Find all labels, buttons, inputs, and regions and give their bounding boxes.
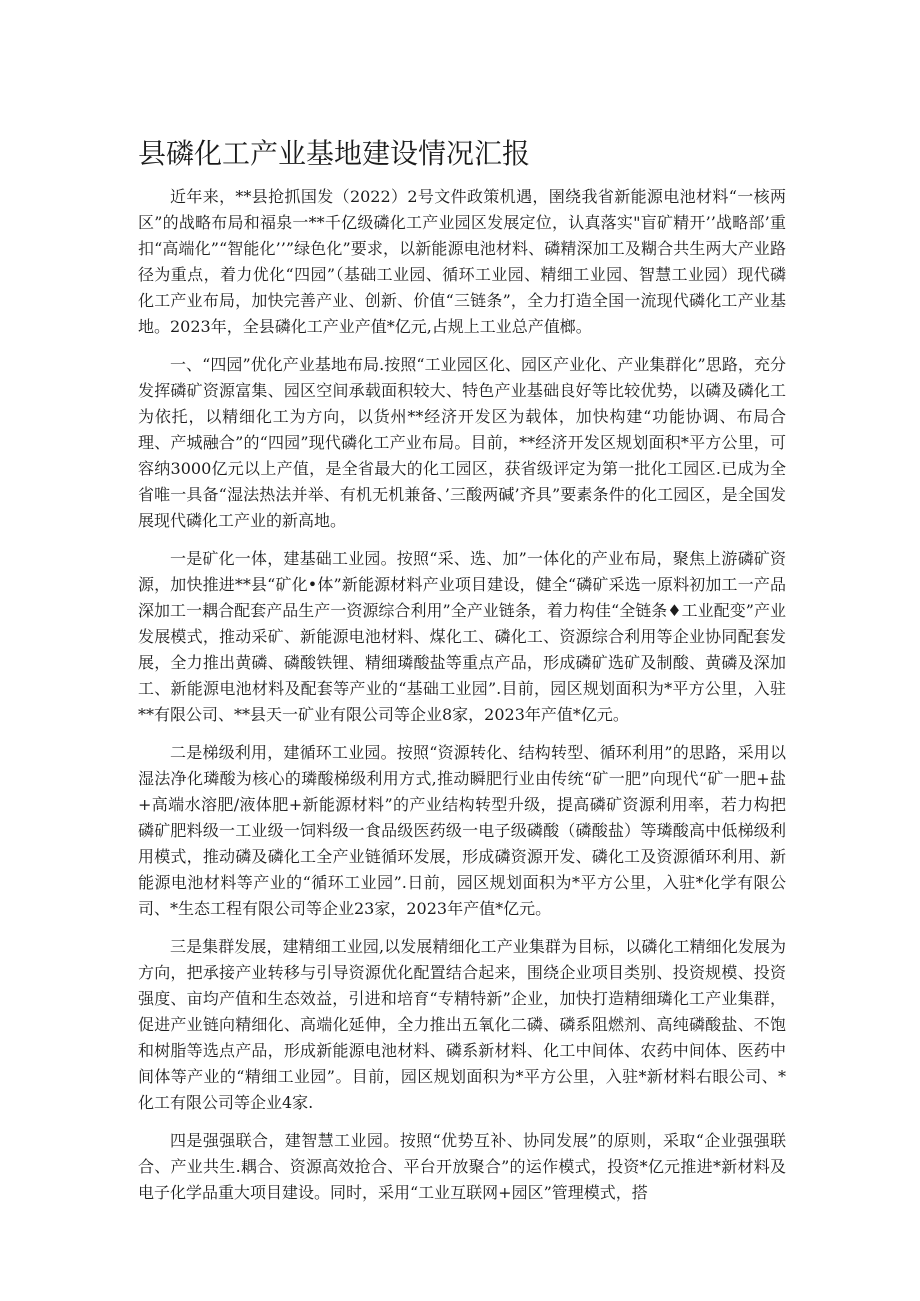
section-four-parks-paragraph: 一、“四园”优化产业基地布局.按照“工业园区化、园区产业化、产业集群化”思路，充分发挥磷矿资源富集、园区空间承载面积较大、特色产业基础良好等比较优势，以磷及磷化工为依托，以精细化工为方向，以货州**经济开发区为载体，加快构建“功能协调、布局合理、产城融合”的“四园”现代磷化工产业布局。目前，**经济开发区规划面积*平方公里，可容纳3000亿元以上产值，是全省最大的化工园区，获省级评定为第一批化工园区.已成为全省唯一具备“湿法热法并举、有机无机兼备、’三酸两碱’齐具”要素条件的化工园区，是全国发展现代磷化工产业的新高地。 [138, 355, 786, 530]
circular-industrial-park-paragraph: 二是梯级利用，建循环工业园。按照“资源转化、结构转型、循环利用”的思路，采用以湿法净化璘酸为核心的璘酸梯级利用方式,推动瞬肥行业由传统“矿一肥”向现代“矿一肥+盐+高端水溶肥/液体肥+新能源材料”的产业结构转型升级，提高磷矿资源利用率，若力构把磷矿肥料级一工业级一饲料级一食品级医药级一电子级磷酸（磷酸盐）等璘酸高中低梯级利用模式，推动磷及磷化工全产业链循环发展，形成磷资源开发、磷化工及资源循环利用、新能源电池材料等产业的“循环工业园”.日前，园区规划面积为*平方公里，入驻*化学有限公司、*生态工程有限公司等企业23家，2023年产值*亿元。 [138, 743, 786, 918]
fine-industrial-park-paragraph: 三是集群发展，建精细工业园,以发展精细化工产业集群为目标，以磷化工精细化发展为方向，把承接产业转移与引导资源优化配置结合起来，围绕企业项目类别、投资规模、投资强度、亩均产值和生态效益，引进和培育“专精特新”企业，加快打造精细璘化工产业集群，促进产业链向精细化、高端化延伸，全力推出五氧化二磷、磷系阻燃剂、高纯磷酸盐、不饱和树脂等选点产品，形成新能源电池材料、磷系新材料、化工中间体、农药中间体、医药中间体等产业的“精细工业园”。目前，园区规划面积为*平方公里，入驻*新材料右眼公司、*化工有限公司等企业4家. [138, 937, 786, 1112]
intro-paragraph: 近年来，**县抢抓国发（2022）2号文件政策机遇，圉绕我省新能源电池材料“一核两区”的战略布局和福泉一**千亿级磷化工产业园区发展定位，认真落实"盲矿精开’’战略部’重扣“高端化”“智能化’’”绿色化”要求，以新能源电池材料、磷精深加工及糊合共生两大产业路径为重点，着力优化“四园”（基础工业园、循环工业园、精细工业园、智慧工业园）现代磷化工产业布局，加快完善产业、创新、价值“三链条”，全力打造全国一流现代磷化工产业基地。2023年，全县磷化工产业产值*亿元,占规上工业总产值榔。 [138, 187, 786, 336]
document-title: 县磷化工产业基地建设情况汇报 [138, 137, 531, 170]
smart-industrial-park-paragraph: 四是强强联合，建智慧工业园。按照“优势互补、协同发展”的原则，采取“企业强强联合、产业共生.耦合、资源高效抢合、平台开放聚合”的运作模式，投资*亿元推进*新材料及电子化学品重大项目建设。同时，采用“工业互联网+园区”管理模式，搭 [138, 1131, 786, 1202]
basic-industrial-park-paragraph: 一是矿化一体，建基础工业园。按照“采、选、加”一体化的产业布局，聚焦上游磷矿资源，加快推进**县“矿化•体”新能源材料产业项目建设，健全“磷矿采选一原料初加工一产品深加工一耦合配套产品生产一资源综合利用”全产业链条，着力构佳“全链条♦工业配变”产业发展模式，推动采矿、新能源电池材料、煤化工、磷化工、资源综合利用等企业协同配套发展，全力推出黄磷、磷酸铁锂、精细璘酸盐等重点产品，形成磷矿选矿及制酸、黄磷及深加工、新能源电池材料及配套等产业的“基础工业园”.目前，园区规划面积为*平方公里，入驻**有限公司、**县天一矿业有限公司等企业8家，2023年产值*亿元。 [138, 549, 786, 724]
document-body [138, 184, 786, 1218]
